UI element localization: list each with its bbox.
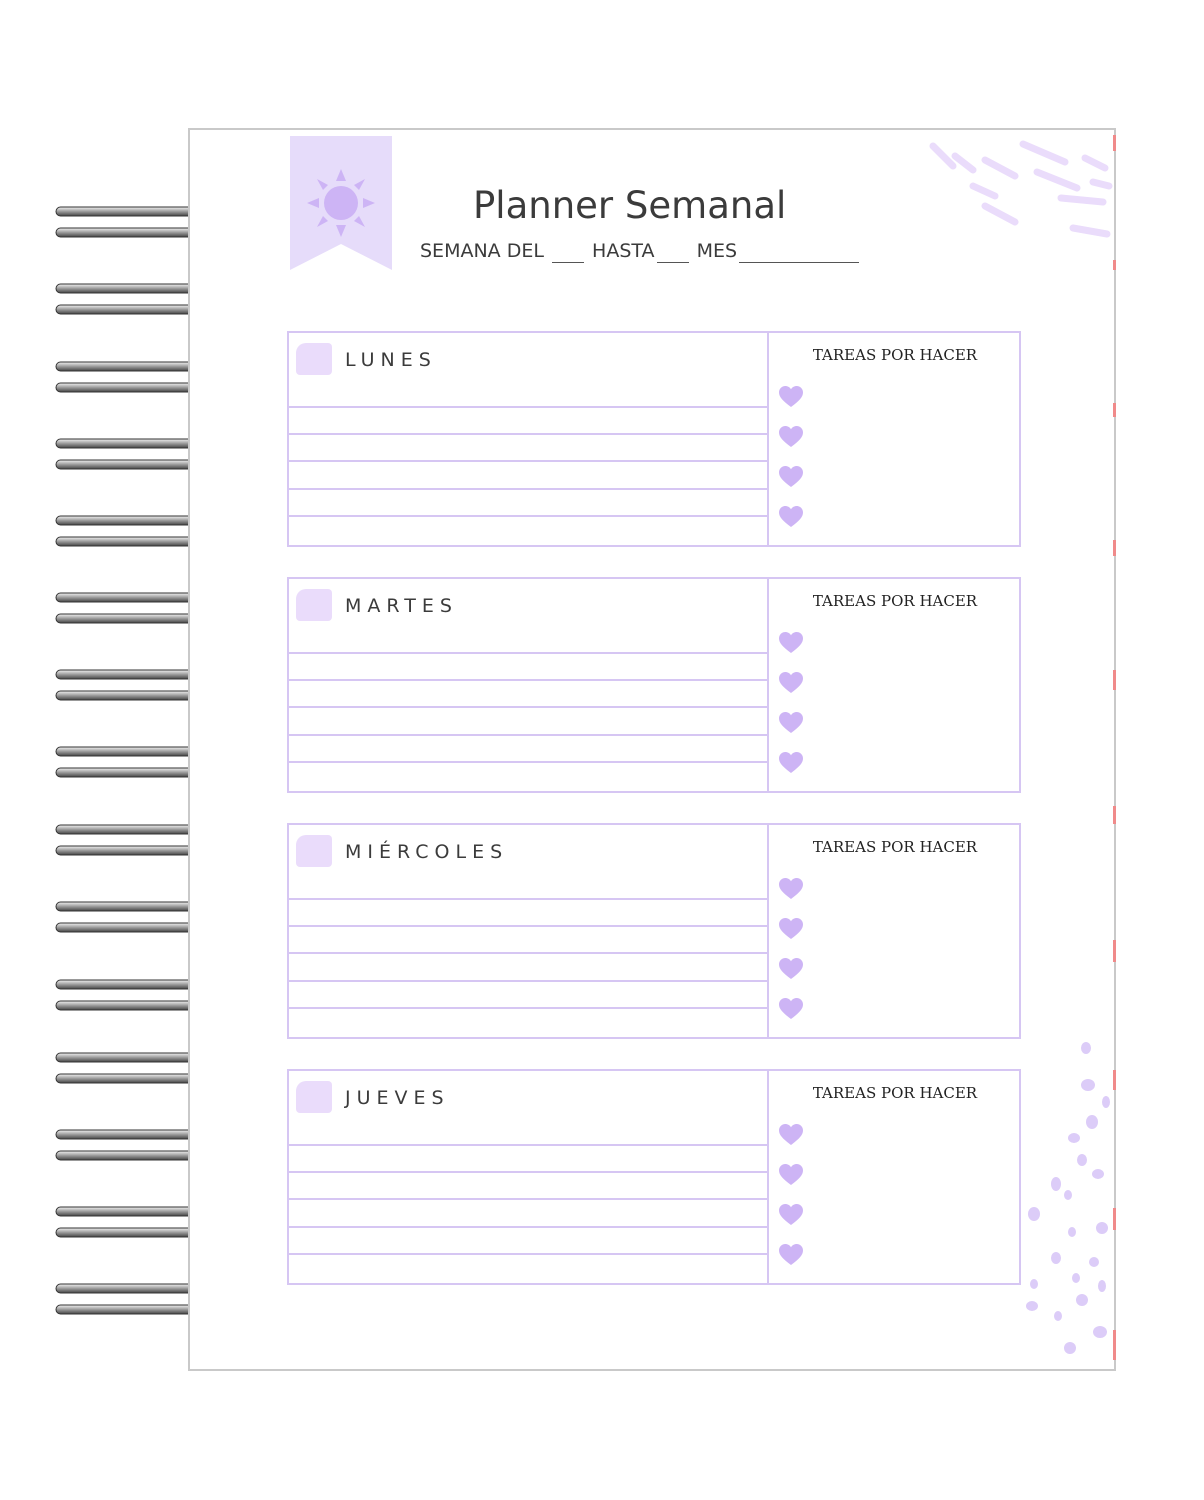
edge-tab: [1113, 670, 1116, 690]
writing-line[interactable]: [289, 679, 767, 681]
day-notes-area[interactable]: [289, 825, 769, 1037]
writing-line[interactable]: [289, 952, 767, 954]
writing-line[interactable]: [289, 433, 767, 435]
heart-icon[interactable]: [779, 386, 803, 408]
writing-line[interactable]: [289, 406, 767, 408]
heart-icon[interactable]: [779, 958, 803, 980]
tasks-title: TAREAS POR HACER: [812, 838, 978, 856]
edge-tab: [1113, 260, 1116, 270]
day-chip: [296, 835, 332, 867]
heart-icon[interactable]: [779, 506, 803, 528]
writing-line[interactable]: [289, 488, 767, 490]
day-name: MARTES: [345, 595, 458, 617]
tasks-title: TAREAS POR HACER: [812, 346, 978, 364]
month-label: MES: [696, 240, 738, 262]
heart-icon[interactable]: [779, 918, 803, 940]
writing-line[interactable]: [289, 1171, 767, 1173]
tasks-title: TAREAS POR HACER: [812, 1084, 978, 1102]
day-notes-area[interactable]: [289, 333, 769, 545]
week-to-label: HASTA: [592, 240, 655, 262]
writing-line[interactable]: [289, 898, 767, 900]
heart-icon[interactable]: [779, 632, 803, 654]
writing-line[interactable]: [289, 706, 767, 708]
day-box: [287, 331, 1021, 547]
writing-line[interactable]: [289, 761, 767, 763]
day-notes-area[interactable]: [289, 1071, 769, 1283]
week-range-line: [420, 240, 861, 263]
heart-icon[interactable]: [779, 426, 803, 448]
day-notes-area[interactable]: [289, 579, 769, 791]
writing-line[interactable]: [289, 1144, 767, 1146]
week-from-blank[interactable]: [552, 240, 584, 263]
edge-tab: [1113, 806, 1116, 824]
heart-icon[interactable]: [779, 1204, 803, 1226]
writing-line[interactable]: [289, 1226, 767, 1228]
header-ribbon: [290, 136, 392, 270]
day-chip: [296, 1081, 332, 1113]
writing-line[interactable]: [289, 1253, 767, 1255]
writing-line[interactable]: [289, 652, 767, 654]
brush-strokes-decoration: [925, 136, 1115, 251]
heart-icon[interactable]: [779, 712, 803, 734]
writing-line[interactable]: [289, 980, 767, 982]
day-box: [287, 577, 1021, 793]
writing-line[interactable]: [289, 1198, 767, 1200]
day-box: [287, 823, 1021, 1039]
week-from-label: SEMANA DEL: [420, 240, 544, 262]
day-chip: [296, 589, 332, 621]
heart-icon[interactable]: [779, 752, 803, 774]
day-name: MIÉRCOLES: [345, 841, 509, 863]
day-name: JUEVES: [345, 1087, 450, 1109]
sun-icon: [307, 169, 375, 237]
edge-tab: [1113, 940, 1116, 962]
writing-line[interactable]: [289, 925, 767, 927]
month-blank[interactable]: [739, 240, 859, 263]
edge-tab: [1113, 403, 1116, 417]
dots-decoration: [1020, 1040, 1115, 1360]
heart-icon[interactable]: [779, 998, 803, 1020]
writing-line[interactable]: [289, 734, 767, 736]
day-name: LUNES: [345, 349, 437, 371]
day-box: [287, 1069, 1021, 1285]
day-chip: [296, 343, 332, 375]
page-title: Planner Semanal: [473, 184, 787, 227]
week-to-blank[interactable]: [657, 240, 689, 263]
heart-icon[interactable]: [779, 1164, 803, 1186]
writing-line[interactable]: [289, 460, 767, 462]
heart-icon[interactable]: [779, 878, 803, 900]
heart-icon[interactable]: [779, 1244, 803, 1266]
edge-tab: [1113, 540, 1116, 556]
writing-line[interactable]: [289, 515, 767, 517]
writing-line[interactable]: [289, 1007, 767, 1009]
heart-icon[interactable]: [779, 466, 803, 488]
heart-icon[interactable]: [779, 1124, 803, 1146]
tasks-title: TAREAS POR HACER: [812, 592, 978, 610]
heart-icon[interactable]: [779, 672, 803, 694]
